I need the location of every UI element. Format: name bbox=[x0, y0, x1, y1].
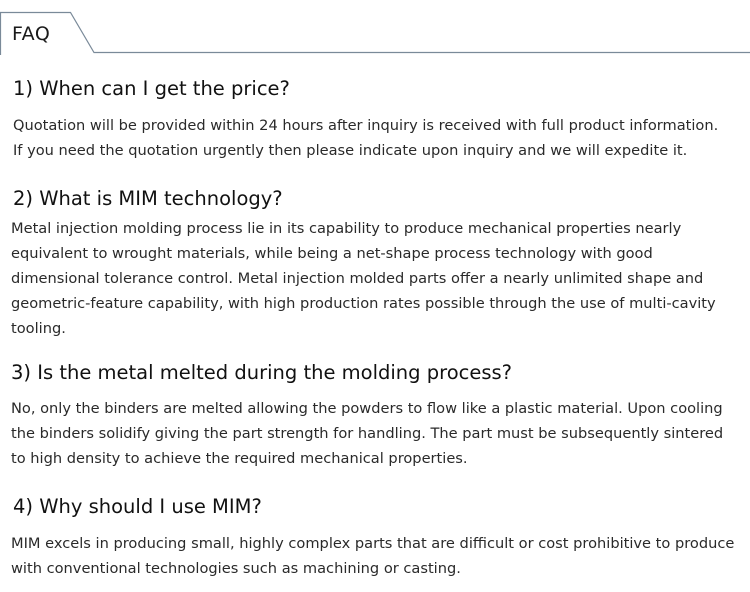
faq-tab-label: FAQ bbox=[12, 23, 51, 45]
answer-line: geometric-feature capability, with high production rates possible through the use of multi-cavity bbox=[11, 295, 716, 312]
answer-line: If you need the quotation urgently then please indicate upon inquiry and we will expedite it. bbox=[13, 142, 688, 159]
faq-question-4: 4) Why should I use MIM? bbox=[13, 495, 262, 518]
answer-line: to high density to achieve the required mechanical properties. bbox=[11, 450, 468, 467]
faq-tab-header bbox=[0, 0, 750, 56]
faq-question-3: 3) Is the metal melted during the molding process? bbox=[11, 361, 513, 384]
faq-answer-3 bbox=[11, 396, 723, 471]
answer-line: the binders solidify giving the part strength for handling. The part must be subsequently sintered bbox=[11, 425, 724, 442]
faq-tab-outline bbox=[0, 0, 750, 56]
answer-line: MIM excels in producing small, highly complex parts that are difficult or cost prohibitive to produce bbox=[11, 535, 735, 552]
faq-answer-2 bbox=[11, 216, 716, 341]
answer-line: with conventional technologies such as machining or casting. bbox=[11, 560, 461, 577]
answer-line: equivalent to wrought materials, while being a net-shape process technology with good bbox=[11, 245, 653, 262]
faq-question-2: 2) What is MIM technology? bbox=[13, 187, 283, 210]
answer-line: Metal injection molding process lie in its capability to produce mechanical properties nearly bbox=[11, 220, 682, 237]
faq-answer-1 bbox=[13, 113, 718, 163]
answer-line: tooling. bbox=[11, 320, 66, 337]
faq-answer-4 bbox=[11, 531, 734, 581]
faq-question-1: 1) When can I get the price? bbox=[13, 77, 290, 100]
answer-line: dimensional tolerance control. Metal injection molded parts offer a nearly unlimited shape and bbox=[11, 270, 704, 287]
answer-line: Quotation will be provided within 24 hours after inquiry is received with full product information. bbox=[13, 117, 719, 134]
answer-line: No, only the binders are melted allowing the powders to flow like a plastic material. Upon cooling bbox=[11, 400, 723, 417]
